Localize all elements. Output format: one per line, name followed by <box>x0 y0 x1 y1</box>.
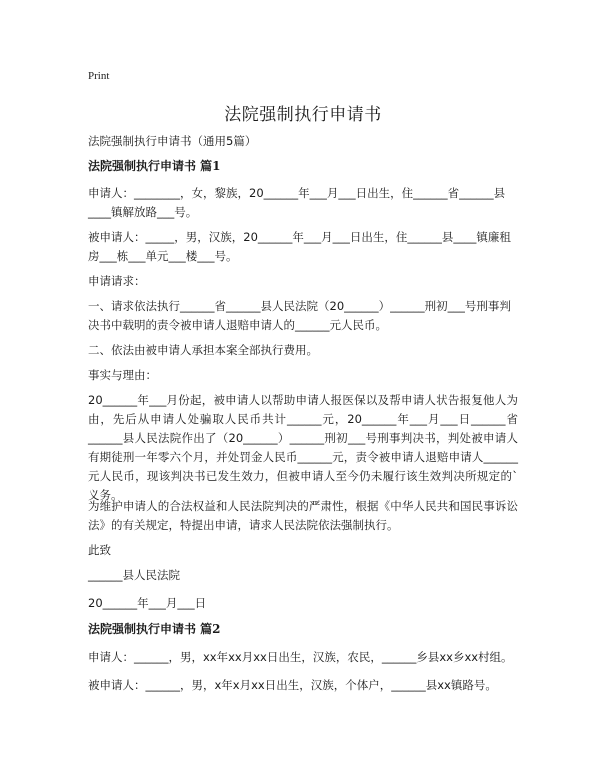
court-name: ______县人民法院 <box>88 568 180 582</box>
request-item-2: 二、依法由被申请人承担本案全部执行费用。 <box>88 343 318 357</box>
request-item-1: 一、请求依法执行______省______县人民法院（20______）______刑初___号刑事判决书中载明的责令被申请人退赔申请人的______元人民币。 <box>88 299 511 332</box>
applicant-paragraph: 申请人：________，女，黎族，20______年___月___日出生，住______省______县____镇解放路___号。 <box>88 186 506 219</box>
document-title: 法院强制执行申请书 <box>224 105 382 125</box>
section-heading: 法院强制执行申请书 篇1 <box>88 159 221 173</box>
document-subtitle: 法院强制执行申请书（通用5篇） <box>88 134 257 148</box>
applicant-paragraph: 申请人：______，男，xx年xx月xx日出生，汉族，农民，______乡县xx乡xx村组。 <box>88 650 513 664</box>
print-link[interactable]: Print <box>88 70 110 82</box>
respondent-paragraph: 被申请人：_____，男，汉族，20______年___月___日出生，住______县____镇廉租房___栋___单元___楼___号。 <box>88 230 511 263</box>
respondent-paragraph: 被申请人：______，男，x年x月xx日出生，汉族，个体户，______县xx镇路号。 <box>88 678 497 692</box>
date-line: 20______年___月___日 <box>88 596 207 610</box>
basis-paragraph: 为维护申请人的合法权益和人民法院判决的严肃性，根据《中华人民共和国民事诉讼法》的有关规定，特提出申请，请求人民法院依法强制执行。 <box>88 499 518 532</box>
facts-paragraph: 20______年___月份起，被申请人以帮助申请人报医保以及帮申请人状告报复他人为由，先后从申请人处骗取人民币共计______元，20______年___月___日______省______县人民法院作出了（20______）______刑初___号刑事判决书，判处被申请人有期徒刑一年零六个月，并处罚金人民币______元，责令被申请人退赔申请人______元人民币，现该判决书已发生效力，但被申请人至今仍未履行该生效判决所规定的`义务。 <box>88 393 518 502</box>
salutation: 此致 <box>88 543 111 557</box>
facts-label: 事实与理由： <box>88 368 157 382</box>
section-heading: 法院强制执行申请书 篇2 <box>88 622 221 636</box>
request-label: 申请请求： <box>88 274 146 288</box>
